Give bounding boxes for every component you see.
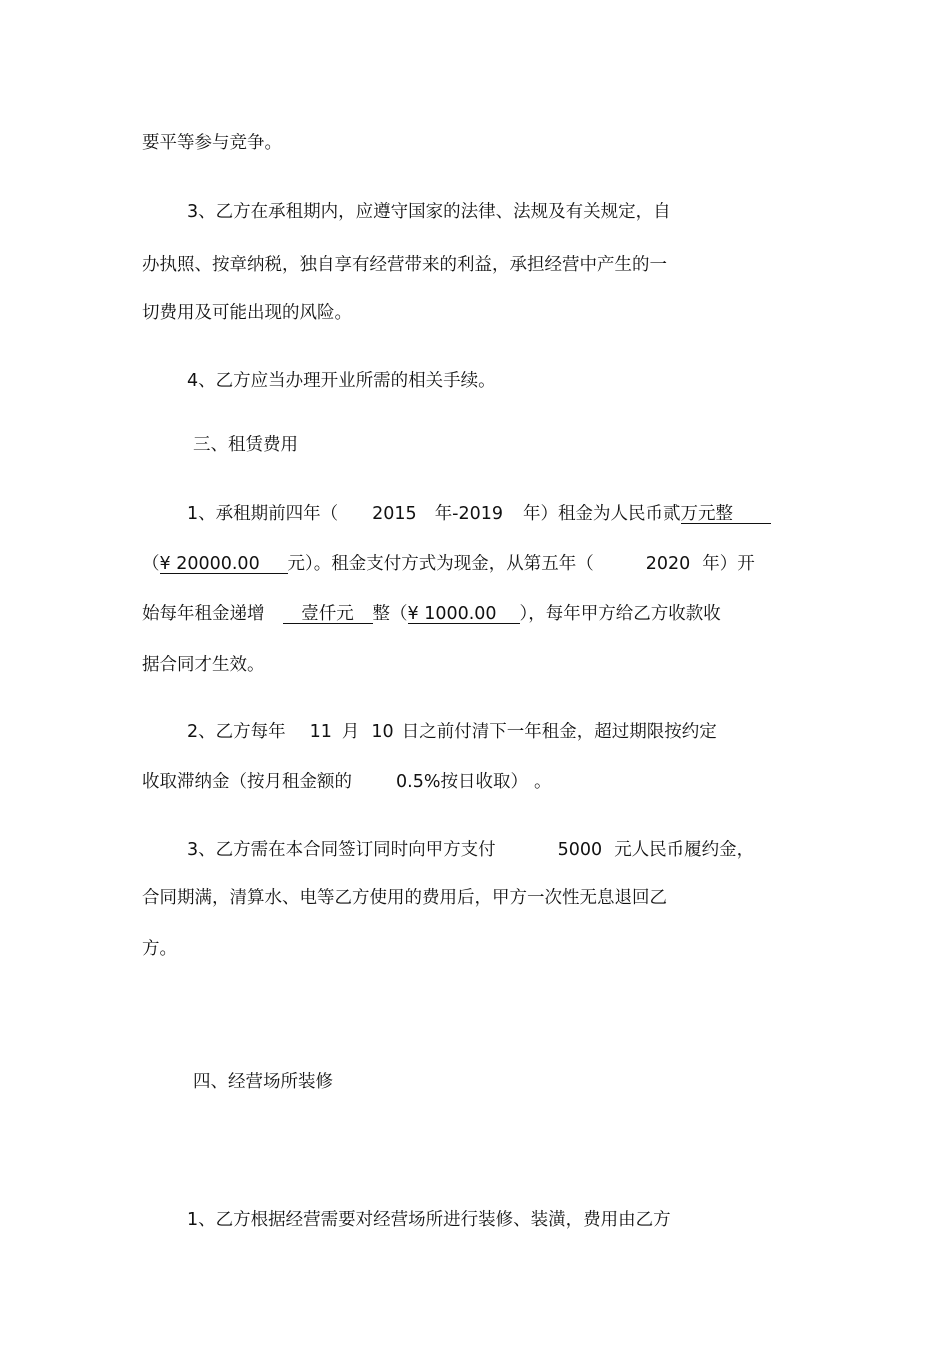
text: 始每年租金递增 xyxy=(142,604,265,624)
text: ），每年甲方给乙方收款收 xyxy=(519,604,721,624)
text-line: 要平等参与竞争。 xyxy=(142,133,282,153)
text-line xyxy=(187,721,717,743)
text-line: 办执照、按章纳税，独自享有经营带来的利益，承担经营中产生的一 xyxy=(142,255,667,275)
text: 整（ xyxy=(372,604,408,624)
late-fee-rate: 0.5%按日收取） xyxy=(396,772,528,792)
text-line: 合同期满，清算水、电等乙方使用的费用后，甲方一次性无息退回乙 xyxy=(142,888,667,908)
text: 1、承租期前四年（ xyxy=(187,504,339,524)
rent-amount-words-field: 万元整 xyxy=(681,505,771,524)
text: 月 xyxy=(341,722,360,742)
section-heading-rent: 三、租赁费用 xyxy=(193,435,298,455)
text: 3、乙方需在本合同签订同时向甲方支付 xyxy=(187,840,496,860)
text: 元）。租金支付方式为现金，从第五年（ xyxy=(287,554,594,574)
text-line: 据合同才生效。 xyxy=(142,655,265,675)
start-year: 2015 xyxy=(372,504,417,524)
text: （ xyxy=(142,554,160,574)
text: 年-2019 xyxy=(434,504,504,524)
increase-start-year: 2020 xyxy=(645,554,691,574)
paragraph-continuation xyxy=(142,132,282,154)
deposit-amount: 5000 xyxy=(557,840,603,860)
payment-day: 10 xyxy=(371,722,394,742)
text-line xyxy=(187,839,754,861)
rent-amount-number-field: ¥ 20000.00 xyxy=(160,555,288,574)
section-heading-renovation: 四、经营场所装修 xyxy=(193,1072,333,1092)
text-line xyxy=(142,603,721,625)
clause-4-procedures: 4、乙方应当办理开业所需的相关手续。 xyxy=(187,371,496,391)
text: 收取滞纳金（按月租金额的 xyxy=(142,772,352,792)
text: 2、乙方每年 xyxy=(187,722,286,742)
text: 元人民币履约金， xyxy=(614,840,755,860)
text-line: 3、乙方在承租期内，应遵守国家的法律、法规及有关规定，自 xyxy=(187,202,671,222)
text: 。 xyxy=(533,772,552,792)
text-line xyxy=(142,553,755,575)
text: 日之前付清下一年租金，超过期限按约定 xyxy=(401,722,717,742)
text-line: 方。 xyxy=(142,939,177,959)
text-line xyxy=(187,503,771,525)
increase-amount-number-field: ¥ 1000.00 xyxy=(408,605,520,624)
increase-amount-words-field: 壹仟元 xyxy=(283,605,373,624)
text-line xyxy=(142,771,551,793)
text-line: 切费用及可能出现的风险。 xyxy=(142,303,352,323)
text: 年）开 xyxy=(702,554,755,574)
renovation-clause-1: 1、乙方根据经营需要对经营场所进行装修、装潢，费用由乙方 xyxy=(187,1210,671,1230)
payment-month: 11 xyxy=(309,722,332,742)
text: 年）租金为人民币贰 xyxy=(523,504,681,524)
